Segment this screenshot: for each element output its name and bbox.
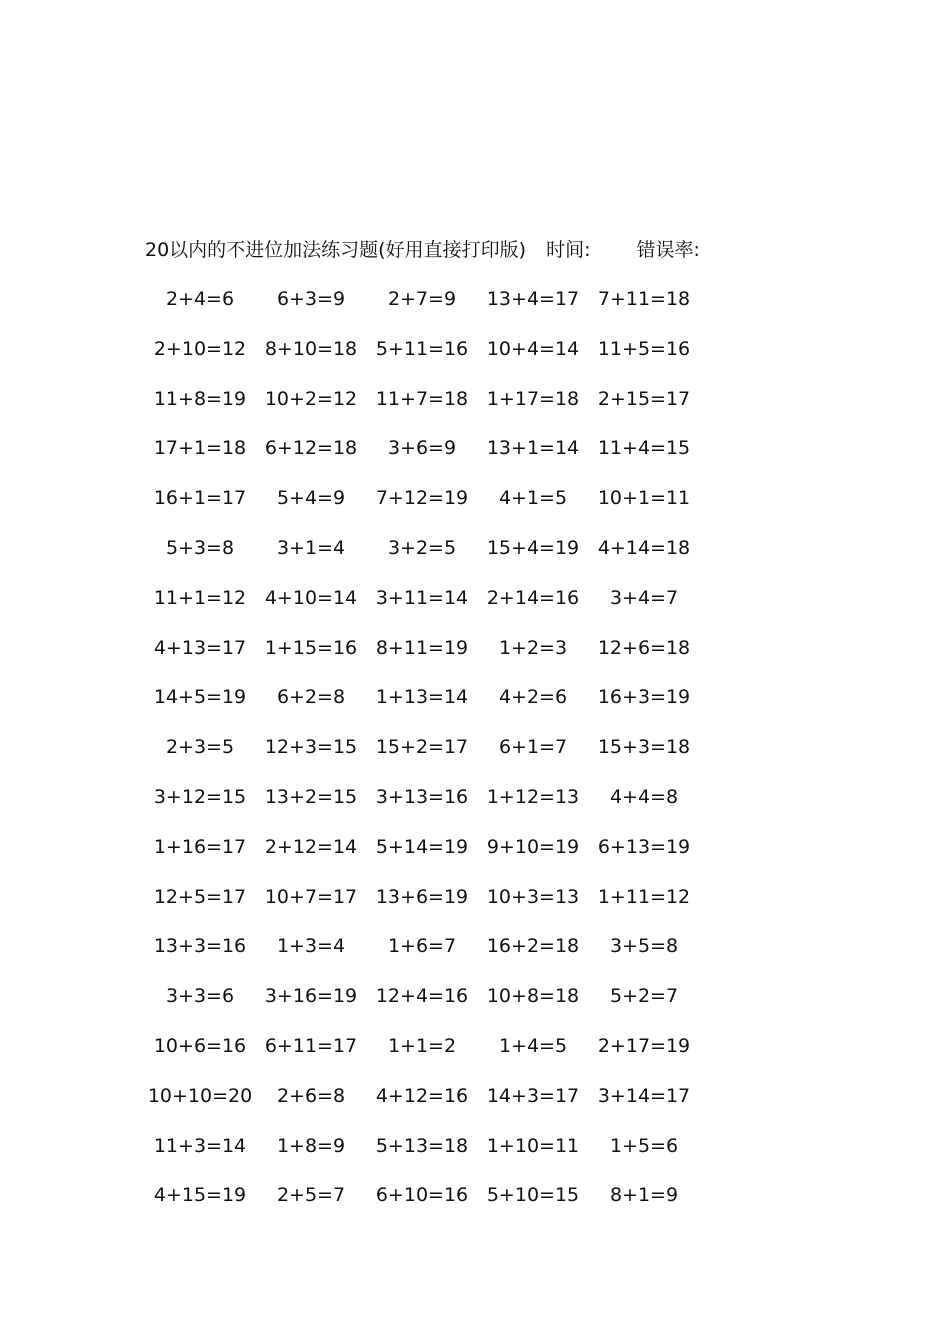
problem-item: 1+15=16 (264, 636, 358, 659)
problem-item: 1+3=4 (276, 935, 346, 958)
problem-item: 8+1=9 (609, 1184, 679, 1207)
problem-item: 10+1=11 (597, 487, 691, 510)
problem-item: 5+2=7 (609, 985, 679, 1008)
problem-item: 1+2=3 (498, 636, 568, 659)
problem-item: 7+11=18 (597, 288, 691, 310)
worksheet-title: 20以内的不进位加法练习题(好用直接打印版) (145, 239, 527, 261)
problem-item: 5+11=16 (375, 337, 469, 360)
problem-row (145, 832, 705, 882)
problem-item: 11+4=15 (597, 437, 691, 460)
problem-item: 16+2=18 (486, 935, 580, 958)
problem-item: 3+14=17 (597, 1084, 691, 1107)
problem-item: 3+12=15 (153, 785, 247, 808)
problem-item: 6+3=9 (276, 288, 346, 310)
problem-item: 12+4=16 (375, 985, 469, 1008)
problem-item: 2+15=17 (597, 387, 691, 410)
problem-item: 2+4=6 (165, 288, 235, 310)
problem-item: 7+12=19 (375, 487, 469, 510)
problem-item: 12+6=18 (597, 636, 691, 659)
problem-item: 4+2=6 (498, 686, 568, 709)
problem-item: 16+3=19 (597, 686, 691, 709)
problem-item: 2+6=8 (276, 1084, 346, 1107)
problem-row (145, 1031, 705, 1081)
problem-row (145, 533, 705, 583)
problem-item: 5+4=9 (276, 487, 346, 510)
problem-item: 1+4=5 (498, 1034, 568, 1057)
problem-item: 6+13=19 (597, 835, 691, 858)
problem-item: 8+10=18 (264, 337, 358, 360)
problem-item: 5+14=19 (375, 835, 469, 858)
problem-item: 6+10=16 (375, 1184, 469, 1207)
problem-row (145, 1081, 705, 1131)
problem-item: 2+14=16 (486, 586, 580, 609)
problem-item: 6+11=17 (264, 1034, 358, 1057)
problem-item: 15+4=19 (486, 536, 580, 559)
problem-item: 16+1=17 (153, 487, 247, 510)
problem-item: 10+3=13 (486, 885, 580, 908)
problem-item: 1+13=14 (375, 686, 469, 709)
problem-row (145, 882, 705, 932)
problem-item: 5+3=8 (165, 536, 235, 559)
problem-row (145, 483, 705, 533)
problem-row (145, 931, 705, 981)
problem-item: 2+17=19 (597, 1034, 691, 1057)
error-rate-label: 错误率: (636, 239, 700, 261)
problem-row (145, 583, 705, 633)
problem-row (145, 682, 705, 732)
problem-item: 3+5=8 (609, 935, 679, 958)
problem-item: 4+14=18 (597, 536, 691, 559)
problem-item: 1+11=12 (597, 885, 691, 908)
problem-item: 5+13=18 (375, 1134, 469, 1157)
problem-item: 1+10=11 (486, 1134, 580, 1157)
problem-item: 2+5=7 (276, 1184, 346, 1207)
problem-item: 6+2=8 (276, 686, 346, 709)
problem-item: 1+16=17 (153, 835, 247, 858)
problem-item: 3+11=14 (375, 586, 469, 609)
problem-item: 4+12=16 (375, 1084, 469, 1107)
problem-item: 3+3=6 (165, 985, 235, 1008)
problem-item: 1+5=6 (609, 1134, 679, 1157)
problem-item: 3+2=5 (387, 536, 457, 559)
problem-row (145, 981, 705, 1031)
problem-item: 13+3=16 (153, 935, 247, 958)
problem-item: 10+10=20 (147, 1084, 253, 1107)
problem-item: 8+11=19 (375, 636, 469, 659)
problem-item: 10+8=18 (486, 985, 580, 1008)
problem-row (145, 633, 705, 683)
problem-grid (145, 284, 705, 1230)
problem-item: 4+10=14 (264, 586, 358, 609)
problem-row (145, 732, 705, 782)
problem-row (145, 1131, 705, 1181)
problem-item: 6+1=7 (498, 736, 568, 759)
problem-row (145, 433, 705, 483)
time-label: 时间: (546, 239, 591, 261)
problem-item: 3+16=19 (264, 985, 358, 1008)
problem-item: 17+1=18 (153, 437, 247, 460)
problem-item: 2+10=12 (153, 337, 247, 360)
problem-item: 14+3=17 (486, 1084, 580, 1107)
problem-item: 11+3=14 (153, 1134, 247, 1157)
problem-item: 10+4=14 (486, 337, 580, 360)
problem-item: 11+8=19 (153, 387, 247, 410)
problem-item: 4+15=19 (153, 1184, 247, 1207)
problem-item: 14+5=19 (153, 686, 247, 709)
problem-row (145, 284, 705, 334)
problem-item: 4+13=17 (153, 636, 247, 659)
problem-item: 2+12=14 (264, 835, 358, 858)
problem-item: 3+13=16 (375, 785, 469, 808)
problem-item: 1+6=7 (387, 935, 457, 958)
problem-item: 10+7=17 (264, 885, 358, 908)
problem-item: 12+5=17 (153, 885, 247, 908)
problem-item: 11+1=12 (153, 586, 247, 609)
problem-row (145, 782, 705, 832)
problem-item: 1+8=9 (276, 1134, 346, 1157)
problem-item: 13+2=15 (264, 785, 358, 808)
problem-item: 13+6=19 (375, 885, 469, 908)
problem-row (145, 334, 705, 384)
problem-item: 13+4=17 (486, 288, 580, 310)
problem-item: 2+3=5 (165, 736, 235, 759)
problem-item: 6+12=18 (264, 437, 358, 460)
problem-item: 1+12=13 (486, 785, 580, 808)
problem-row (145, 384, 705, 434)
problem-item: 3+4=7 (609, 586, 679, 609)
problem-item: 15+3=18 (597, 736, 691, 759)
problem-item: 1+1=2 (387, 1034, 457, 1057)
problem-item: 4+4=8 (609, 785, 679, 808)
problem-item: 2+7=9 (387, 288, 457, 310)
problem-item: 10+2=12 (264, 387, 358, 410)
problem-item: 11+7=18 (375, 387, 469, 410)
problem-item: 12+3=15 (264, 736, 358, 759)
problem-item: 1+17=18 (486, 387, 580, 410)
problem-item: 3+6=9 (387, 437, 457, 460)
problem-item: 9+10=19 (486, 835, 580, 858)
problem-item: 10+6=16 (153, 1034, 247, 1057)
problem-row (145, 1180, 705, 1230)
problem-item: 15+2=17 (375, 736, 469, 759)
problem-item: 13+1=14 (486, 437, 580, 460)
problem-item: 5+10=15 (486, 1184, 580, 1207)
worksheet-header (145, 236, 700, 264)
problem-item: 4+1=5 (498, 487, 568, 510)
problem-item: 11+5=16 (597, 337, 691, 360)
problem-item: 3+1=4 (276, 536, 346, 559)
